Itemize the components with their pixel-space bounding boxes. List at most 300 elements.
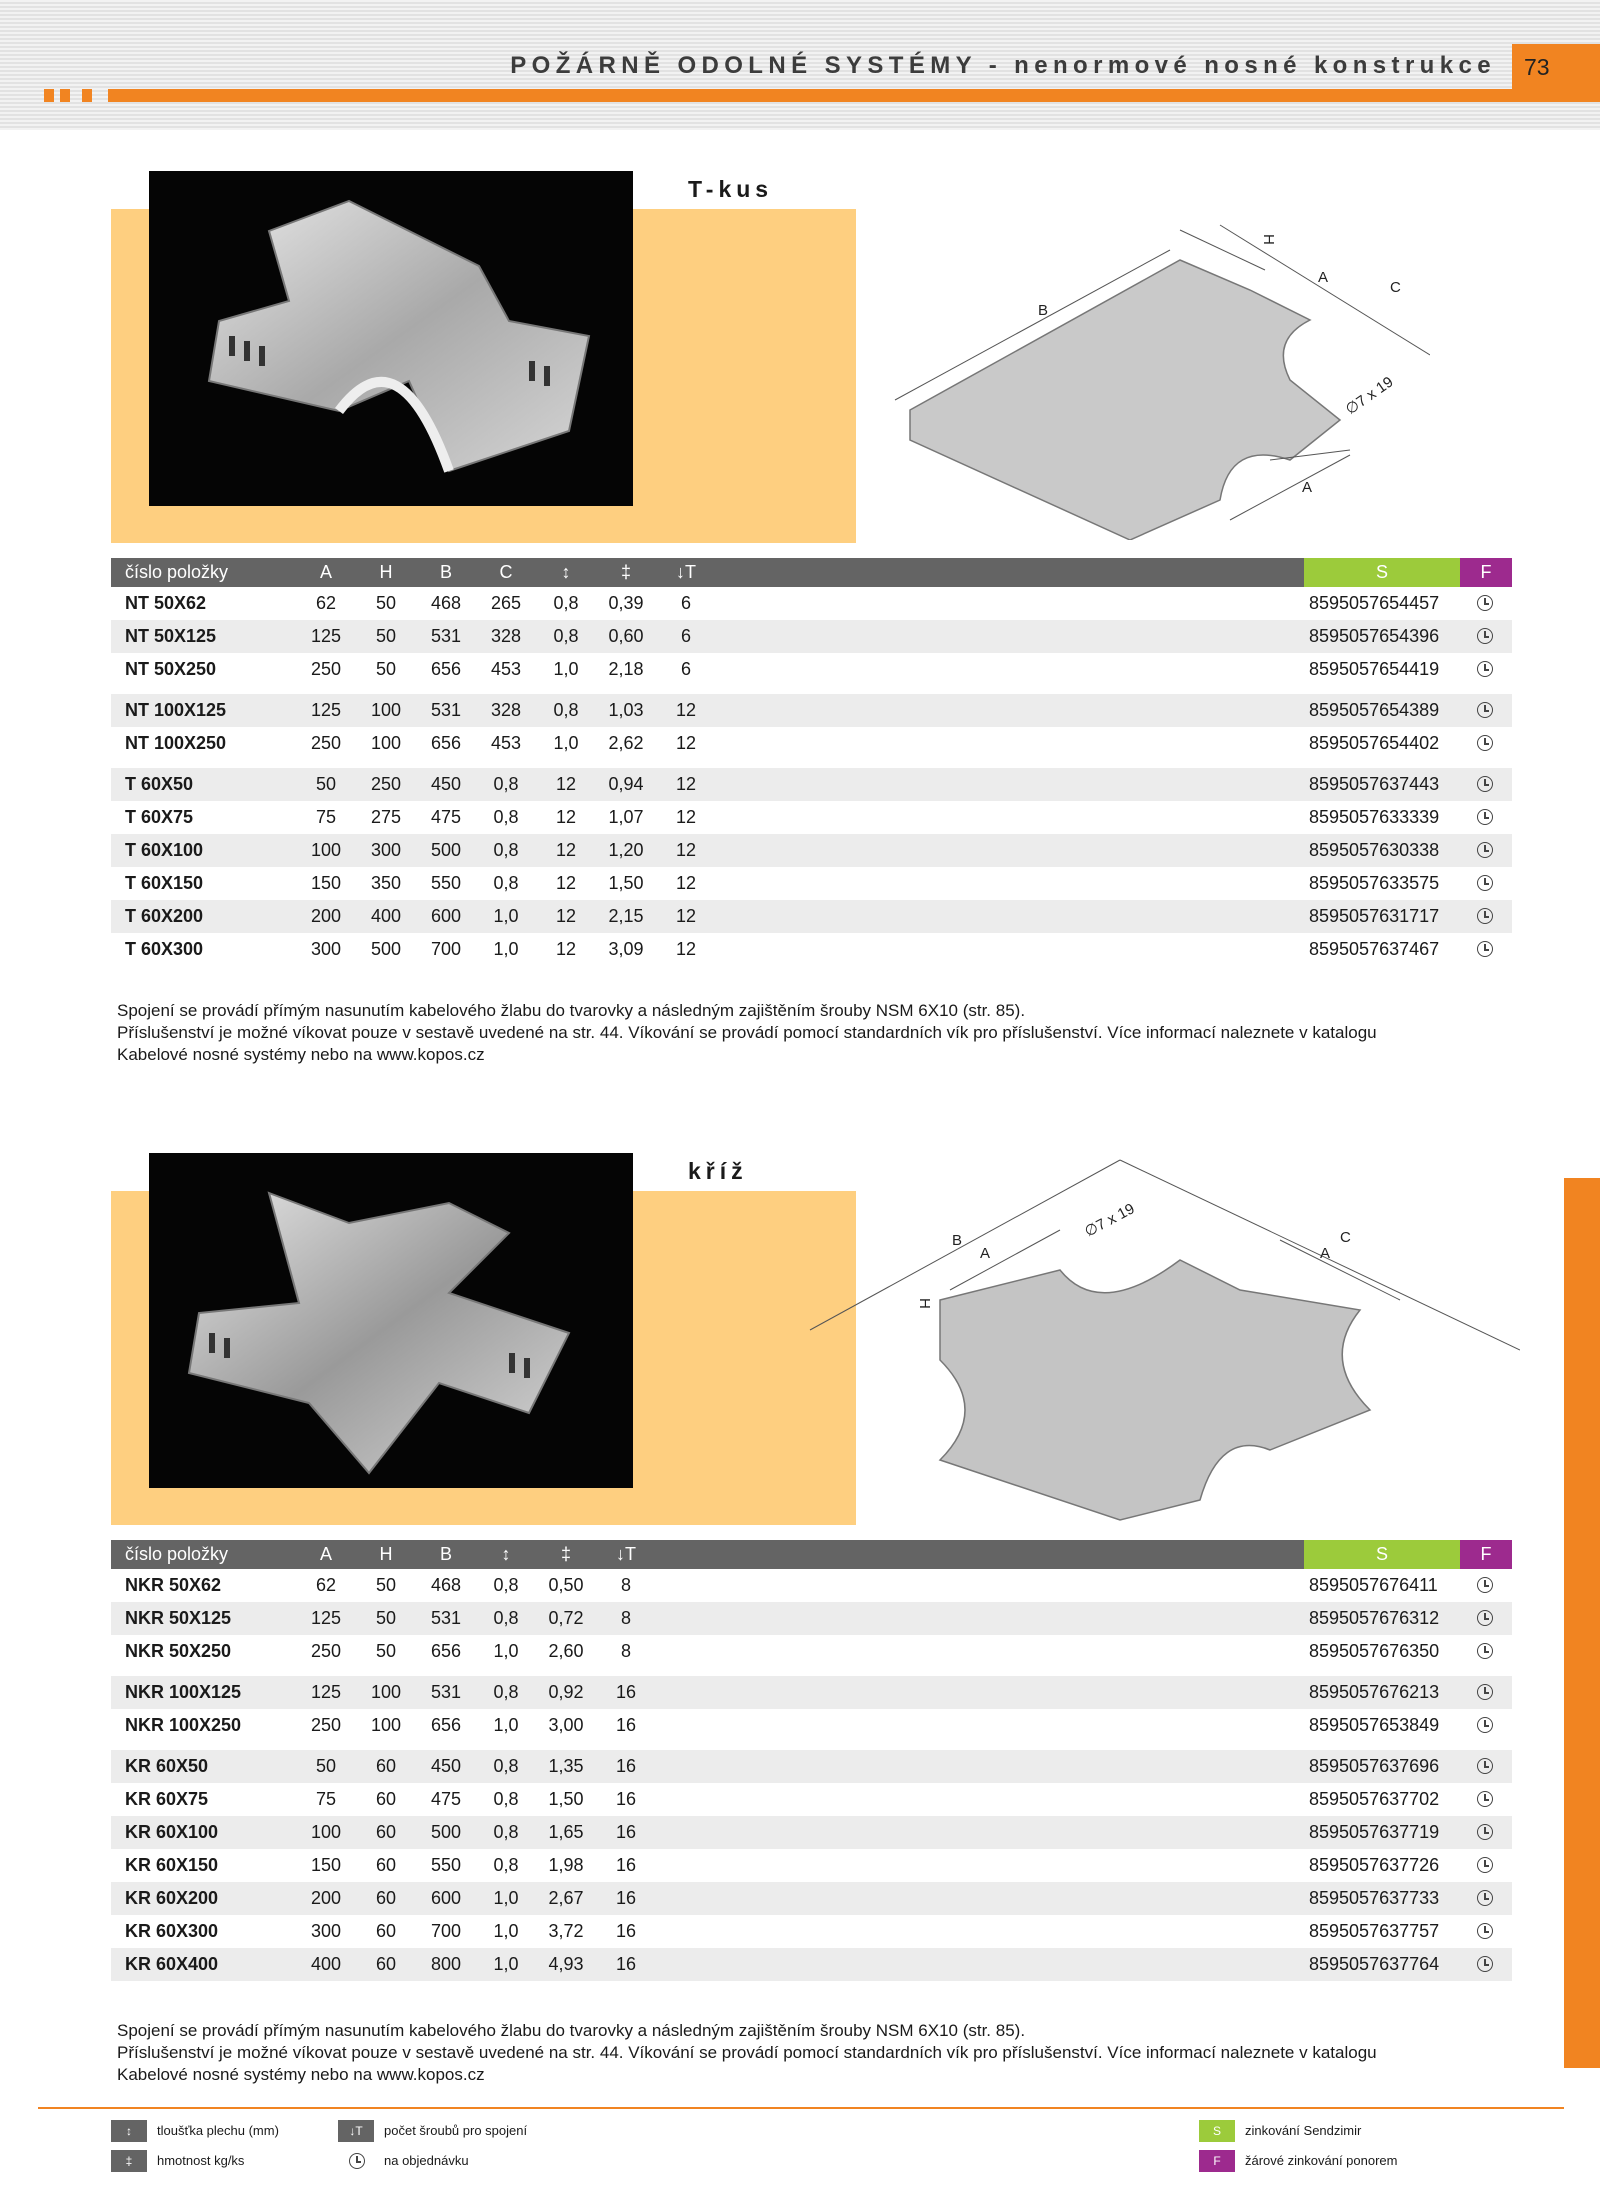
drawing-label-a2: A	[1320, 1245, 1331, 1262]
note-line: Kabelové nosné systémy nebo na www.kopos.cz	[117, 1045, 485, 1064]
legend-thickness-icon: ↕	[111, 2120, 147, 2142]
table-cell: 250	[310, 659, 342, 679]
ean-code: 8595057631717	[1309, 906, 1440, 926]
table-cell: 12	[555, 906, 577, 926]
table-cell: 16	[615, 1822, 637, 1842]
table-cell: 8	[620, 1608, 631, 1628]
table-cell: 328	[490, 626, 522, 646]
table-cell: 6	[680, 626, 691, 646]
table-cell: 1,0	[553, 733, 579, 753]
table-cell: 100	[370, 1682, 402, 1702]
col-f: F	[1460, 558, 1512, 587]
table-cell: 450	[430, 774, 462, 794]
table-cell: 531	[430, 700, 462, 720]
note-line: Příslušenství je možné víkovat pouze v sestavě uvedené na str. 44. Víkování se provádí pomocí standardních vík pro příslušenství. Více informací naleznete v katalogu	[117, 2043, 1377, 2062]
table-cell: 1,0	[493, 1641, 519, 1661]
table-cell: 200	[310, 1888, 342, 1908]
table-cell: 100	[310, 1822, 342, 1842]
table-cell: 16	[615, 1789, 637, 1809]
legend-f-icon: F	[1199, 2150, 1235, 2172]
table-cell: 1,0	[493, 939, 519, 959]
item-name: KR 60X50	[125, 1756, 209, 1776]
col-c: C	[499, 562, 513, 582]
ean-code: 8595057637757	[1309, 1921, 1440, 1941]
table-cell: 0,8	[553, 700, 579, 720]
col-a: A	[319, 562, 332, 582]
table-cell: 1,0	[493, 1715, 519, 1735]
drawing-label-hole: ∅7 x 19	[1081, 1200, 1138, 1241]
clock-icon	[1477, 809, 1493, 825]
table-cell: 60	[375, 1888, 397, 1908]
item-name: NKR 100X250	[125, 1715, 242, 1735]
table-cell: 0,50	[548, 1575, 584, 1595]
table-cell: 800	[430, 1954, 462, 1974]
table-cell: 6	[680, 659, 691, 679]
table-cell: 12	[555, 873, 577, 893]
tkus-table	[111, 558, 1512, 959]
table-cell: 400	[370, 906, 402, 926]
table-cell: 1,0	[493, 906, 519, 926]
clock-icon	[1477, 1684, 1493, 1700]
item-name: T 60X100	[125, 840, 204, 860]
page-number-box	[1512, 44, 1600, 102]
table-cell: 275	[370, 807, 402, 827]
ean-code: 8595057633575	[1309, 873, 1440, 893]
col-f: F	[1460, 1540, 1512, 1569]
table-cell: 0,8	[493, 807, 519, 827]
table-row	[111, 1816, 1512, 1849]
side-orange-bar	[1564, 1178, 1600, 2068]
table-cell: 50	[315, 1756, 337, 1776]
table-cell: 60	[375, 1822, 397, 1842]
ean-code: 8595057676350	[1309, 1641, 1440, 1661]
table-cell: 450	[430, 1756, 462, 1776]
table-cell: 16	[615, 1921, 637, 1941]
table-cell: 2,15	[608, 906, 644, 926]
table-cell: 250	[310, 733, 342, 753]
note-line: Příslušenství je možné víkovat pouze v sestavě uvedené na str. 44. Víkování se provádí pomocí standardních vík pro příslušenství. Více informací naleznete v katalogu	[117, 1023, 1377, 1042]
ean-code: 8595057676411	[1309, 1575, 1438, 1595]
kriz-section-title: kříž	[688, 1158, 748, 1184]
table-cell: 0,8	[493, 840, 519, 860]
table-cell: 1,0	[493, 1921, 519, 1941]
table-cell: 1,0	[493, 1954, 519, 1974]
table-cell: 60	[375, 1954, 397, 1974]
col-item: číslo položky	[125, 1544, 229, 1564]
item-name: NKR 100X125	[125, 1682, 242, 1702]
ean-code: 8595057637726	[1309, 1855, 1440, 1875]
clock-icon	[1477, 595, 1493, 611]
item-name: KR 60X100	[125, 1822, 219, 1842]
table-row	[111, 867, 1512, 900]
clock-icon	[1477, 735, 1493, 751]
table-cell: 60	[375, 1921, 397, 1941]
tkus-product-photo	[149, 171, 633, 506]
table-cell: 100	[310, 840, 342, 860]
clock-icon	[1477, 1758, 1493, 1774]
clock-icon	[1477, 702, 1493, 718]
table-cell: 531	[430, 626, 462, 646]
table-cell: 500	[430, 1822, 462, 1842]
table-row	[111, 620, 1512, 653]
table-cell: 125	[310, 1608, 342, 1628]
table-cell: 0,94	[608, 774, 644, 794]
item-name: KR 60X150	[125, 1855, 219, 1875]
table-cell: 600	[430, 1888, 462, 1908]
table-cell: 1,03	[608, 700, 644, 720]
kriz-note	[117, 2020, 1507, 2086]
clock-icon	[1477, 776, 1493, 792]
item-name: T 60X150	[125, 873, 204, 893]
table-cell: 12	[675, 840, 697, 860]
legend-weight-label: hmotnost kg/ks	[157, 2153, 245, 2168]
col-s: S	[1304, 1540, 1460, 1569]
table-row	[111, 933, 1512, 966]
table-cell: 468	[430, 593, 462, 613]
table-cell: 60	[375, 1855, 397, 1875]
table-cell: 350	[370, 873, 402, 893]
item-name: NKR 50X250	[125, 1641, 232, 1661]
clock-icon	[1477, 908, 1493, 924]
table-cell: 265	[490, 593, 522, 613]
ean-code: 8595057653849	[1309, 1715, 1440, 1735]
table-cell: 1,07	[608, 807, 644, 827]
col-screws-icon: ↓T	[676, 562, 696, 582]
table-cell: 16	[615, 1756, 637, 1776]
ean-code: 8595057654402	[1309, 733, 1440, 753]
ean-code: 8595057637443	[1309, 774, 1440, 794]
table-cell: 16	[615, 1682, 637, 1702]
table-cell: 50	[375, 1608, 397, 1628]
table-row	[111, 587, 1512, 620]
clock-icon	[1477, 628, 1493, 644]
table-cell: 12	[555, 774, 577, 794]
table-cell: 60	[375, 1756, 397, 1776]
item-name: NKR 50X62	[125, 1575, 222, 1595]
legend-screws-label: počet šroubů pro spojení	[384, 2123, 528, 2138]
table-cell: 0,8	[493, 1756, 519, 1776]
table-row	[111, 900, 1512, 933]
table-cell: 12	[555, 939, 577, 959]
table-cell: 8	[620, 1575, 631, 1595]
table-cell: 0,8	[553, 593, 579, 613]
table-cell: 125	[310, 700, 342, 720]
table-row	[111, 1915, 1512, 1948]
table-row	[111, 768, 1512, 801]
table-cell: 656	[430, 1641, 462, 1661]
col-b: B	[439, 1544, 452, 1564]
table-cell: 12	[675, 906, 697, 926]
kriz-technical-drawing	[800, 1150, 1520, 1530]
col-screws-icon: ↓T	[616, 1544, 636, 1564]
table-cell: 1,0	[493, 1888, 519, 1908]
table-row	[111, 1849, 1512, 1882]
table-cell: 3,09	[608, 939, 644, 959]
drawing-label-a: A	[1318, 269, 1329, 286]
col-a: A	[319, 1544, 332, 1564]
table-cell: 12	[555, 840, 577, 860]
table-cell: 75	[315, 807, 337, 827]
col-b: B	[439, 562, 452, 582]
item-name: KR 60X400	[125, 1954, 219, 1974]
table-cell: 656	[430, 659, 462, 679]
col-thickness-icon: ↕	[501, 1544, 511, 1564]
table-cell: 62	[315, 1575, 337, 1595]
table-cell: 0,8	[493, 1822, 519, 1842]
item-name: NT 50X62	[125, 593, 207, 613]
drawing-label-c: C	[1390, 279, 1401, 296]
item-name: NT 50X250	[125, 659, 217, 679]
table-cell: 0,8	[493, 1575, 519, 1595]
table-cell: 125	[310, 626, 342, 646]
table-row	[111, 1948, 1512, 1981]
item-name: T 60X300	[125, 939, 204, 959]
item-name: NT 50X125	[125, 626, 217, 646]
table-cell: 60	[375, 1789, 397, 1809]
table-cell: 1,0	[553, 659, 579, 679]
table-cell: 300	[310, 1921, 342, 1941]
clock-icon	[1477, 1824, 1493, 1840]
clock-icon	[1477, 1923, 1493, 1939]
ean-code: 8595057637696	[1309, 1756, 1440, 1776]
col-weight-icon: ‡	[560, 1544, 571, 1564]
header-decor-square	[82, 89, 92, 102]
table-cell: 1,20	[608, 840, 644, 860]
table-cell: 12	[555, 807, 577, 827]
drawing-label-a: A	[980, 1245, 991, 1262]
table-row	[111, 1569, 1512, 1602]
item-name: NT 100X250	[125, 733, 227, 753]
item-name: KR 60X200	[125, 1888, 219, 1908]
ean-code: 8595057637719	[1309, 1822, 1440, 1842]
drawing-label-hole: ∅7 x 19	[1342, 373, 1397, 419]
table-cell: 100	[370, 733, 402, 753]
clock-icon	[1477, 661, 1493, 677]
tkus-section-title: T-kus	[688, 176, 774, 202]
table-cell: 2,60	[548, 1641, 584, 1661]
table-cell: 50	[375, 659, 397, 679]
table-cell: 16	[615, 1715, 637, 1735]
table-cell: 550	[430, 873, 462, 893]
table-cell: 12	[675, 733, 697, 753]
table-cell: 50	[375, 1641, 397, 1661]
table-row	[111, 1750, 1512, 1783]
table-cell: 300	[370, 840, 402, 860]
table-row	[111, 727, 1512, 760]
clock-icon	[1477, 1610, 1493, 1626]
ean-code: 8595057633339	[1309, 807, 1440, 827]
footer-orange-line	[38, 2107, 1564, 2109]
table-row	[111, 1635, 1512, 1668]
table-cell: 250	[310, 1641, 342, 1661]
table-row	[111, 1676, 1512, 1709]
col-h: H	[379, 562, 393, 582]
table-cell: 0,8	[493, 1789, 519, 1809]
clock-icon	[1477, 1643, 1493, 1659]
table-cell: 453	[490, 659, 522, 679]
table-row	[111, 1882, 1512, 1915]
table-cell: 125	[310, 1682, 342, 1702]
drawing-label-a2: A	[1302, 479, 1313, 496]
clock-icon	[1477, 1956, 1493, 1972]
table-header	[111, 1540, 1512, 1569]
legend-thickness-label: tloušťka plechu (mm)	[157, 2123, 279, 2138]
table-cell: 12	[675, 939, 697, 959]
table-cell: 0,72	[548, 1608, 584, 1628]
table-cell: 0,8	[553, 626, 579, 646]
table-cell: 2,18	[608, 659, 644, 679]
item-name: T 60X50	[125, 774, 194, 794]
page-number: 73	[1524, 54, 1550, 80]
table-cell: 600	[430, 906, 462, 926]
table-cell: 500	[370, 939, 402, 959]
col-thickness-icon: ↕	[561, 562, 571, 582]
table-cell: 475	[430, 807, 462, 827]
ean-code: 8595057637764	[1309, 1954, 1440, 1974]
note-line: Spojení se provádí přímým nasunutím kabelového žlabu do tvarovky a následným zajištěním šrouby NSM 6X10 (str. 85).	[117, 2021, 1026, 2040]
table-row	[111, 801, 1512, 834]
clock-icon	[1477, 941, 1493, 957]
ean-code: 8595057654389	[1309, 700, 1440, 720]
table-cell: 3,72	[548, 1921, 584, 1941]
table-cell: 3,00	[548, 1715, 584, 1735]
table-cell: 328	[490, 700, 522, 720]
table-cell: 0,60	[608, 626, 644, 646]
clock-icon	[1477, 1791, 1493, 1807]
clock-icon	[1477, 1577, 1493, 1593]
clock-icon	[1477, 1890, 1493, 1906]
table-cell: 531	[430, 1682, 462, 1702]
table-cell: 12	[675, 774, 697, 794]
clock-icon	[349, 2153, 365, 2169]
legend-s-label: zinkování Sendzimir	[1245, 2123, 1362, 2138]
table-cell: 4,93	[548, 1954, 584, 1974]
table-cell: 100	[370, 700, 402, 720]
table-cell: 550	[430, 1855, 462, 1875]
table-cell: 250	[310, 1715, 342, 1735]
table-cell: 6	[680, 593, 691, 613]
ean-code: 8595057637702	[1309, 1789, 1440, 1809]
item-name: T 60X200	[125, 906, 204, 926]
table-cell: 50	[375, 1575, 397, 1595]
col-h: H	[379, 1544, 393, 1564]
table-cell: 50	[315, 774, 337, 794]
header-decor-square	[60, 89, 70, 102]
table-row	[111, 1602, 1512, 1635]
table-cell: 16	[615, 1954, 637, 1974]
table-cell: 0,8	[493, 1608, 519, 1628]
header-orange-line	[108, 89, 1526, 102]
item-name: KR 60X300	[125, 1921, 219, 1941]
ean-code: 8595057676312	[1309, 1608, 1440, 1628]
table-cell: 1,65	[548, 1822, 584, 1842]
ean-code: 8595057654396	[1309, 626, 1440, 646]
drawing-label-b: B	[1038, 302, 1049, 319]
col-s: S	[1304, 558, 1460, 587]
item-name: NKR 50X125	[125, 1608, 232, 1628]
table-cell: 12	[675, 700, 697, 720]
clock-icon	[1477, 1857, 1493, 1873]
table-cell: 500	[430, 840, 462, 860]
table-cell: 0,8	[493, 1682, 519, 1702]
table-cell: 0,8	[493, 1855, 519, 1875]
kriz-table	[111, 1540, 1512, 1974]
table-cell: 1,50	[548, 1789, 584, 1809]
table-row	[111, 653, 1512, 686]
col-weight-icon: ‡	[620, 562, 631, 582]
table-row	[111, 694, 1512, 727]
legend-weight-icon: ‡	[111, 2150, 147, 2172]
table-cell: 656	[430, 733, 462, 753]
table-cell: 1,98	[548, 1855, 584, 1875]
item-name: NT 100X125	[125, 700, 227, 720]
ean-code: 8595057630338	[1309, 840, 1440, 860]
table-cell: 700	[430, 1921, 462, 1941]
page-header-title: POŽÁRNĚ ODOLNÉ SYSTÉMY - nenormové nosné konstrukce	[510, 52, 1496, 79]
clock-icon	[1477, 842, 1493, 858]
drawing-label-b: B	[952, 1232, 963, 1249]
table-header	[111, 558, 1512, 587]
table-cell: 0,8	[493, 873, 519, 893]
item-name: KR 60X75	[125, 1789, 209, 1809]
table-cell: 0,92	[548, 1682, 584, 1702]
table-row	[111, 834, 1512, 867]
table-cell: 62	[315, 593, 337, 613]
table-cell: 75	[315, 1789, 337, 1809]
table-row	[111, 1783, 1512, 1816]
table-cell: 0,8	[493, 774, 519, 794]
table-cell: 50	[375, 626, 397, 646]
legend-order-label: na objednávku	[384, 2153, 469, 2168]
drawing-label-h: H	[1260, 234, 1277, 245]
drawing-label-c: C	[1340, 1229, 1351, 1246]
kriz-product-photo	[149, 1153, 633, 1488]
table-cell: 12	[675, 873, 697, 893]
table-cell: 100	[370, 1715, 402, 1735]
table-cell: 700	[430, 939, 462, 959]
table-cell: 16	[615, 1888, 637, 1908]
table-cell: 150	[310, 873, 342, 893]
table-cell: 400	[310, 1954, 342, 1974]
drawing-label-h: H	[916, 1298, 933, 1309]
tkus-note	[117, 1000, 1507, 1066]
table-cell: 8	[620, 1641, 631, 1661]
ean-code: 8595057637733	[1309, 1888, 1440, 1908]
table-cell: 16	[615, 1855, 637, 1875]
header-decor-square	[44, 89, 54, 102]
table-cell: 1,50	[608, 873, 644, 893]
table-cell: 200	[310, 906, 342, 926]
legend-f-label: žárové zinkování ponorem	[1245, 2153, 1398, 2168]
legend-screws-icon: ↓T	[338, 2120, 374, 2142]
table-cell: 300	[310, 939, 342, 959]
ean-code: 8595057637467	[1309, 939, 1440, 959]
table-cell: 0,39	[608, 593, 644, 613]
table-cell: 50	[375, 593, 397, 613]
col-item: číslo položky	[125, 562, 229, 582]
ean-code: 8595057654457	[1309, 593, 1440, 613]
table-cell: 150	[310, 1855, 342, 1875]
tkus-technical-drawing	[870, 210, 1430, 540]
table-cell: 2,67	[548, 1888, 584, 1908]
clock-icon	[1477, 875, 1493, 891]
table-cell: 1,35	[548, 1756, 584, 1776]
note-line: Spojení se provádí přímým nasunutím kabelového žlabu do tvarovky a následným zajištěním šrouby NSM 6X10 (str. 85).	[117, 1001, 1026, 1020]
table-cell: 453	[490, 733, 522, 753]
ean-code: 8595057654419	[1309, 659, 1440, 679]
table-cell: 2,62	[608, 733, 644, 753]
table-cell: 250	[370, 774, 402, 794]
